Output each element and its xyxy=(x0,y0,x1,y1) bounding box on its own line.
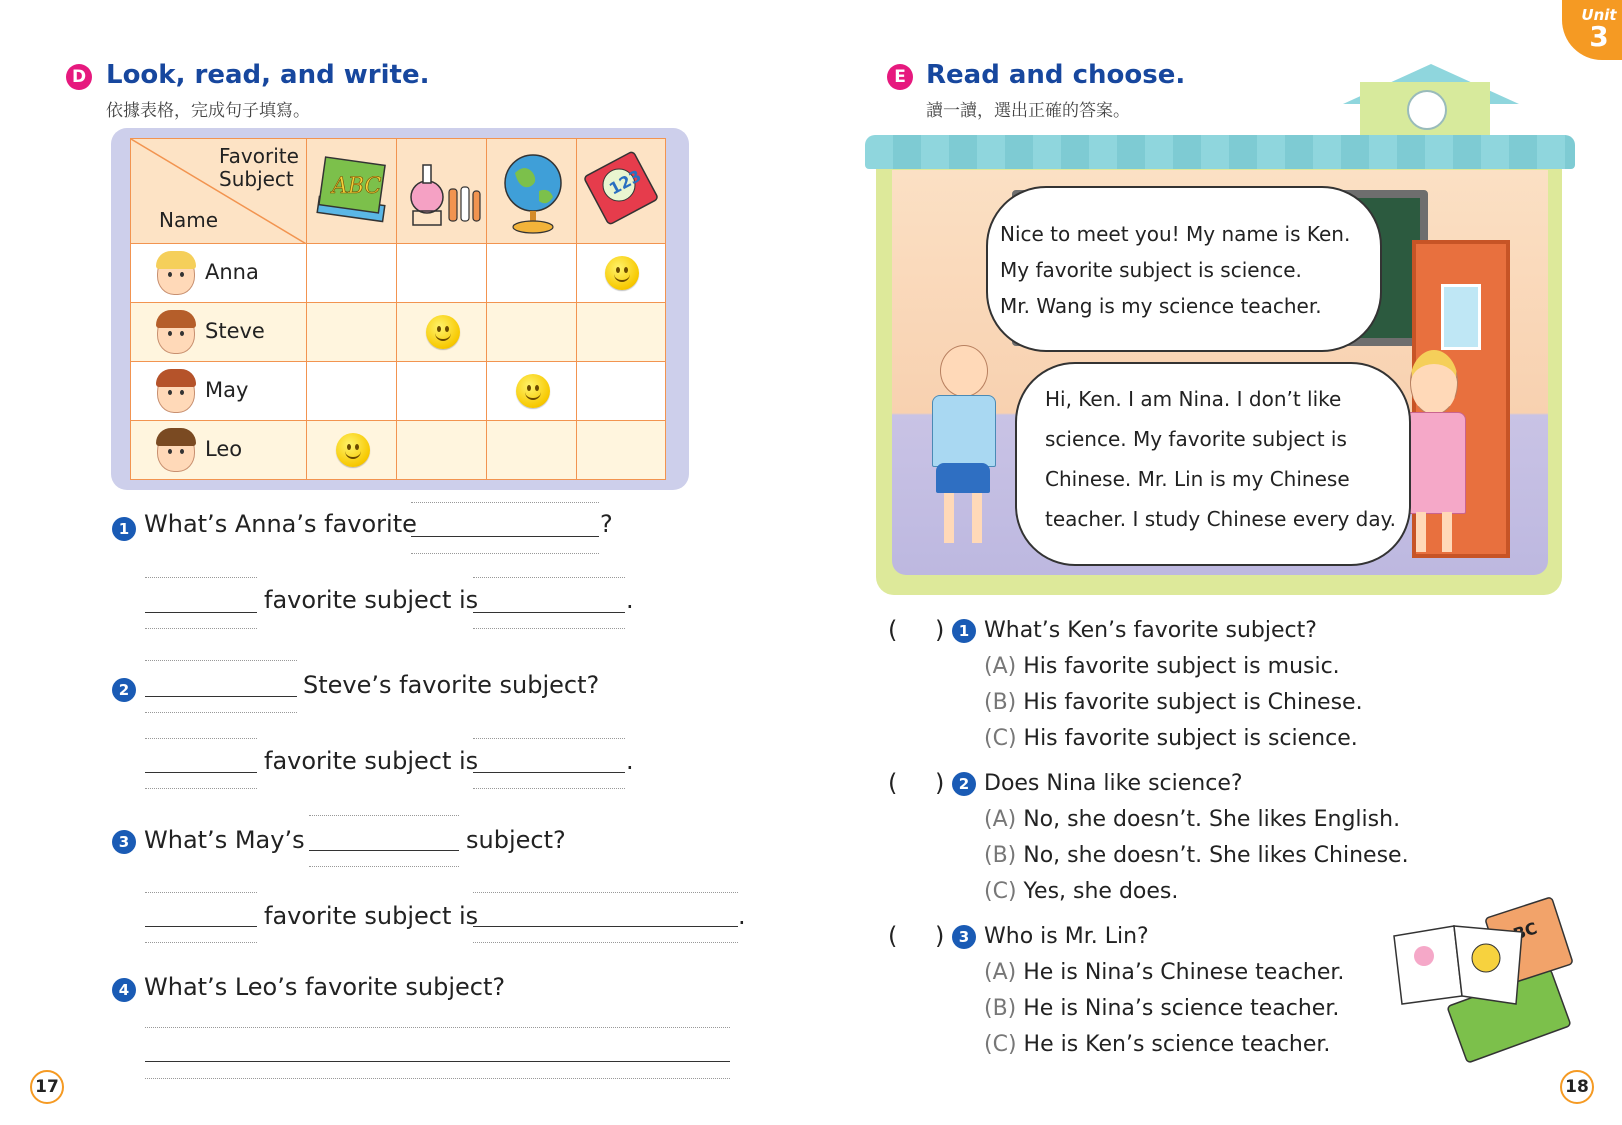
question-1-text: What’s Anna’s favorite xyxy=(144,510,417,538)
question-3-number: 3 xyxy=(112,830,136,854)
door-window xyxy=(1441,284,1481,350)
guide-dotted-line xyxy=(145,577,257,578)
page-number-left: 17 xyxy=(30,1070,64,1104)
table-cell xyxy=(576,243,666,303)
option-text: No, she doesn’t. She likes English. xyxy=(1016,807,1401,832)
option-text: His favorite subject is Chinese. xyxy=(1016,690,1363,715)
subject-header-4 xyxy=(576,138,666,244)
answer-choice-blank[interactable] xyxy=(902,616,936,646)
answer-4-blank[interactable] xyxy=(145,1061,730,1062)
abc-book-icon xyxy=(312,151,392,231)
ken-shorts xyxy=(936,463,990,493)
guide-dotted-line xyxy=(411,502,599,503)
question-2-blank[interactable] xyxy=(145,696,297,697)
table-cell xyxy=(576,361,666,421)
smiley-face-icon xyxy=(605,256,639,290)
answer-option[interactable] xyxy=(984,807,1400,832)
table-name-cell xyxy=(130,243,307,303)
subject-header-2 xyxy=(396,138,487,244)
question-1-number: 1 xyxy=(112,517,136,541)
table-cell xyxy=(396,361,487,421)
table-cell xyxy=(486,420,577,480)
school-roof xyxy=(865,135,1575,169)
option-letter: (B) xyxy=(984,690,1017,715)
unit-number: 3 xyxy=(1589,20,1609,53)
nina-leg xyxy=(1442,512,1452,552)
guide-dotted-line xyxy=(473,942,738,943)
guide-dotted-line xyxy=(309,815,459,816)
svg-text:123: 123 xyxy=(605,166,645,199)
avatar xyxy=(157,312,195,354)
table-cell xyxy=(306,420,397,480)
guide-dotted-line xyxy=(145,628,257,629)
option-text: No, she doesn’t. She likes Chinese. xyxy=(1016,843,1409,868)
table-cell xyxy=(576,420,666,480)
section-d-badge: D xyxy=(66,64,92,90)
answer-paren-close: ) xyxy=(935,616,945,644)
option-text: His favorite subject is science. xyxy=(1016,726,1358,751)
smiley-mouth xyxy=(435,330,451,341)
guide-dotted-line xyxy=(473,892,738,893)
question-number: 3 xyxy=(952,925,976,949)
table-cell xyxy=(306,302,397,362)
question-number: 2 xyxy=(952,772,976,796)
option-letter: (B) xyxy=(984,996,1017,1021)
section-d-title: Look, read, and write. xyxy=(106,60,430,90)
ken-shirt xyxy=(932,395,996,467)
section-e-badge: E xyxy=(887,64,913,90)
table-cell xyxy=(306,243,397,303)
nina-line-2: science. My favorite subject is xyxy=(1045,427,1347,451)
question-text: Does Nina like science? xyxy=(984,771,1243,796)
ken-line-1: Nice to meet you! My name is Ken. xyxy=(1000,222,1351,246)
option-letter: (C) xyxy=(984,726,1017,751)
favorite-subject-table xyxy=(130,138,666,478)
avatar xyxy=(157,253,195,295)
guide-dotted-line xyxy=(145,738,257,739)
answer-choice-blank[interactable] xyxy=(902,769,936,799)
answer-2-period: . xyxy=(626,747,634,775)
table-cell xyxy=(486,243,577,303)
answer-option[interactable] xyxy=(984,996,1339,1021)
svg-text:ABC: ABC xyxy=(332,174,382,199)
student-name: May xyxy=(205,378,249,402)
answer-paren-close: ) xyxy=(935,769,945,797)
header-favorite: Favorite xyxy=(219,144,299,168)
answer-option[interactable] xyxy=(984,1032,1330,1057)
avatar-hair xyxy=(156,310,196,328)
table-cell xyxy=(396,302,487,362)
answer-paren-open: ( xyxy=(888,922,898,950)
nina-line-4: teacher. I study Chinese every day. xyxy=(1045,507,1396,531)
smiley-face-icon xyxy=(426,315,460,349)
question-1-blank[interactable] xyxy=(411,536,599,537)
nina-line-3: Chinese. Mr. Lin is my Chinese xyxy=(1045,467,1350,491)
table-name-cell xyxy=(130,361,307,421)
guide-dotted-line xyxy=(145,1078,730,1079)
smiley-mouth xyxy=(525,389,541,400)
avatar-eye xyxy=(180,390,184,395)
ken-leg xyxy=(972,493,982,543)
table-name-cell xyxy=(130,302,307,362)
answer-1-blank-start[interactable] xyxy=(145,612,257,613)
nina-dress xyxy=(1404,412,1466,514)
unit-tab xyxy=(1562,0,1622,60)
option-text: He is Ken’s science teacher. xyxy=(1016,1032,1331,1057)
answer-3-blank-start[interactable] xyxy=(145,926,257,927)
table-header-corner xyxy=(130,138,307,244)
answer-paren-close: ) xyxy=(935,922,945,950)
option-letter: (C) xyxy=(984,879,1017,904)
avatar xyxy=(157,430,195,472)
answer-3-period: . xyxy=(738,902,746,930)
page-number-right: 18 xyxy=(1560,1070,1594,1104)
answer-1-blank-end[interactable] xyxy=(473,612,625,613)
guide-dotted-line xyxy=(145,660,297,661)
guide-dotted-line xyxy=(145,712,297,713)
answer-2-blank-end[interactable] xyxy=(473,772,625,773)
section-d-subtitle: 依據表格，完成句子填寫。 xyxy=(106,101,310,121)
option-letter: (A) xyxy=(984,960,1017,985)
subject-header-1 xyxy=(306,138,397,244)
answer-1-period: . xyxy=(626,586,634,614)
nina-leg xyxy=(1416,512,1426,552)
smiley-mouth xyxy=(614,271,630,282)
clock-icon xyxy=(1407,90,1447,130)
guide-dotted-line xyxy=(145,1027,730,1028)
math-book-icon xyxy=(583,151,663,231)
answer-option[interactable] xyxy=(984,654,1340,679)
answer-paren-open: ( xyxy=(888,769,898,797)
question-3-blank[interactable] xyxy=(309,850,459,851)
table-cell xyxy=(396,420,487,480)
question-2-number: 2 xyxy=(112,678,136,702)
question-4-number: 4 xyxy=(112,978,136,1002)
question-text: Who is Mr. Lin? xyxy=(984,924,1149,949)
guide-dotted-line xyxy=(309,866,459,867)
avatar-eye xyxy=(180,331,184,336)
guide-dotted-line xyxy=(473,738,625,739)
guide-dotted-line xyxy=(473,628,625,629)
section-e-subtitle: 讀一讀，選出正確的答案。 xyxy=(926,101,1130,121)
avatar-eye xyxy=(168,272,172,277)
unit-label: Unit xyxy=(1581,6,1617,24)
avatar-eye xyxy=(180,272,184,277)
smiley-face-icon xyxy=(516,374,550,408)
answer-option[interactable] xyxy=(984,843,1409,868)
question-number: 1 xyxy=(952,619,976,643)
option-letter: (A) xyxy=(984,807,1017,832)
guide-dotted-line xyxy=(411,553,599,554)
table-cell xyxy=(396,243,487,303)
answer-2-blank-start[interactable] xyxy=(145,772,257,773)
guide-dotted-line xyxy=(145,942,257,943)
avatar-eye xyxy=(168,331,172,336)
nina-head xyxy=(1410,350,1458,415)
science-flask-icon xyxy=(403,153,483,233)
table-name-cell xyxy=(130,420,307,480)
guide-dotted-line xyxy=(145,788,257,789)
avatar-hair xyxy=(156,251,196,269)
answer-2-text: favorite subject is xyxy=(264,747,479,775)
books-illustration xyxy=(1384,896,1584,1066)
table-cell xyxy=(306,361,397,421)
answer-paren-open: ( xyxy=(888,616,898,644)
question-3-end: subject? xyxy=(466,826,566,854)
avatar-eye xyxy=(180,449,184,454)
answer-option[interactable] xyxy=(984,690,1363,715)
ken-line-2: My favorite subject is science. xyxy=(1000,258,1302,282)
option-text: He is Nina’s Chinese teacher. xyxy=(1016,960,1345,985)
avatar-eye xyxy=(168,449,172,454)
guide-dotted-line xyxy=(145,892,257,893)
answer-option[interactable] xyxy=(984,726,1358,751)
avatar xyxy=(157,371,195,413)
answer-1-text: favorite subject is xyxy=(264,586,479,614)
option-text: His favorite subject is music. xyxy=(1016,654,1340,679)
answer-option[interactable] xyxy=(984,879,1178,904)
table-cell xyxy=(486,361,577,421)
ken-leg xyxy=(944,493,954,543)
avatar-eye xyxy=(168,390,172,395)
student-name: Leo xyxy=(205,437,243,461)
answer-choice-blank[interactable] xyxy=(902,922,936,952)
student-name: Steve xyxy=(205,319,265,343)
option-text: He is Nina’s science teacher. xyxy=(1016,996,1340,1021)
question-3-text: What’s May’s xyxy=(144,826,305,854)
ken-line-3: Mr. Wang is my science teacher. xyxy=(1000,294,1322,318)
option-letter: (B) xyxy=(984,843,1017,868)
table-cell xyxy=(486,302,577,362)
question-2-text: Steve’s favorite subject? xyxy=(303,671,600,699)
question-text: What’s Ken’s favorite subject? xyxy=(984,618,1317,643)
avatar-hair xyxy=(156,428,196,446)
ken-head xyxy=(940,345,988,397)
option-letter: (A) xyxy=(984,654,1017,679)
header-subject: Subject xyxy=(219,167,294,191)
section-e-title: Read and choose. xyxy=(926,60,1186,90)
header-name: Name xyxy=(159,208,219,232)
globe-icon xyxy=(493,147,573,237)
option-text: Yes, she does. xyxy=(1016,879,1179,904)
nina-line-1: Hi, Ken. I am Nina. I don’t like xyxy=(1045,387,1342,411)
question-4-text: What’s Leo’s favorite subject? xyxy=(144,973,506,1001)
subject-header-3 xyxy=(486,138,577,244)
guide-dotted-line xyxy=(473,577,625,578)
table-cell xyxy=(576,302,666,362)
answer-3-text: favorite subject is xyxy=(264,902,479,930)
student-name: Anna xyxy=(205,260,259,284)
smiley-face-icon xyxy=(336,433,370,467)
question-1-mark: ? xyxy=(600,510,613,538)
guide-dotted-line xyxy=(473,788,625,789)
answer-3-blank-end[interactable] xyxy=(473,926,738,927)
smiley-mouth xyxy=(345,448,361,459)
answer-option[interactable] xyxy=(984,960,1344,985)
option-letter: (C) xyxy=(984,1032,1017,1057)
avatar-hair xyxy=(156,369,196,387)
